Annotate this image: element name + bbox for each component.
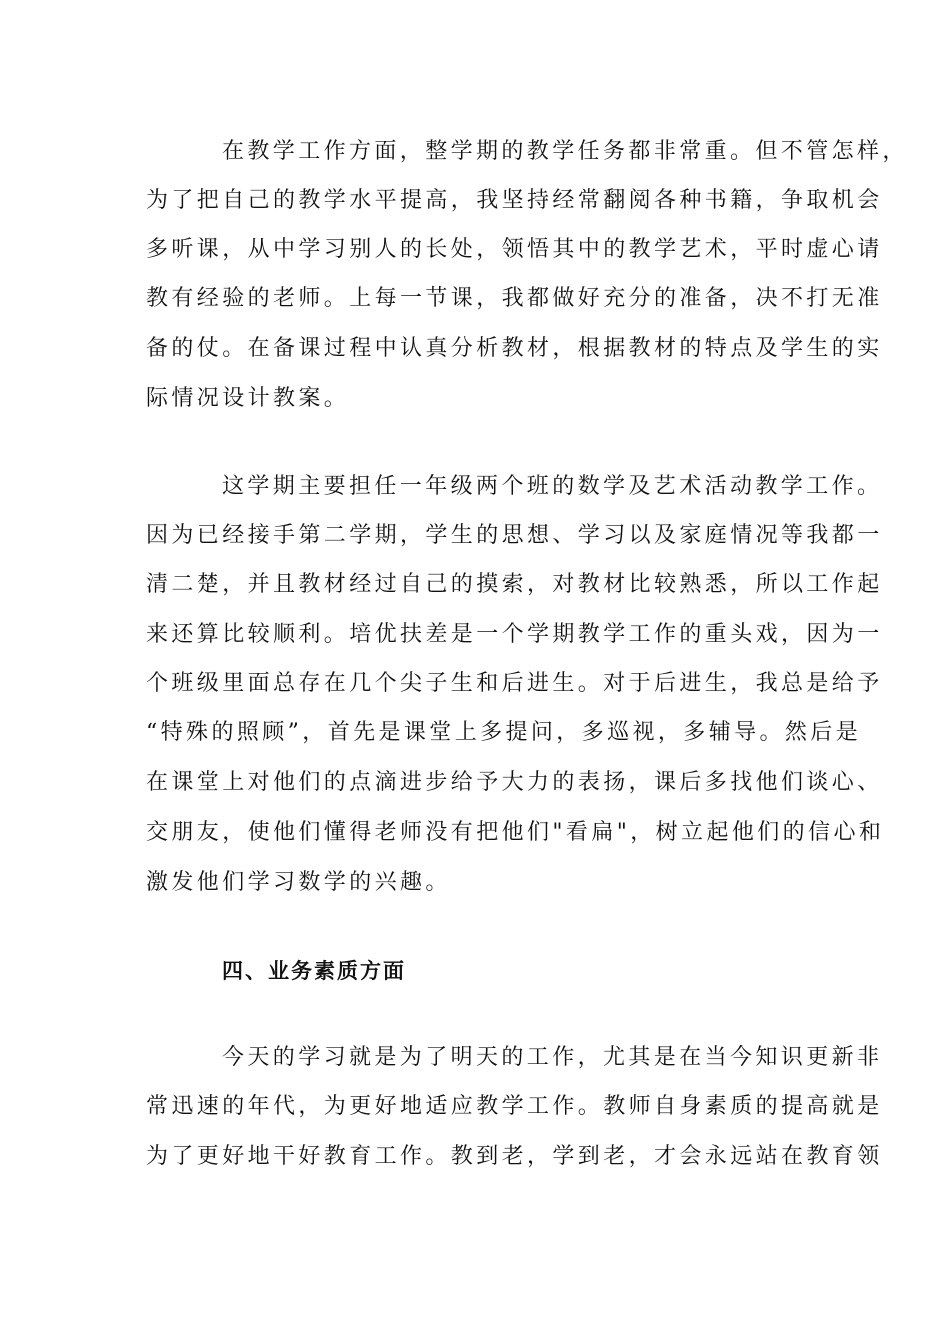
paragraph-1-line-6: 际情况设计教案。	[146, 386, 350, 411]
paragraph-2-line-7: 在课堂上对他们的点滴进步给予大力的表扬，课后多找他们谈心、	[146, 770, 883, 795]
paragraph-3-line-3: 为了更好地干好教育工作。教到老，学到老，才会永远站在教育领	[146, 1144, 883, 1169]
paragraph-2-line-5: 个班级里面总存在几个尖子生和后进生。对于后进生，我总是给予	[146, 671, 883, 696]
paragraph-1-line-5: 备的仗。在备课过程中认真分析教材，根据教材的特点及学生的实	[146, 336, 883, 361]
paragraph-2-line-6: “特殊的照顾”，首先是课堂上多提问，多巡视，多辅导。然后是	[146, 720, 862, 745]
paragraph-2-line-3: 清二楚，并且教材经过自己的摸索，对教材比较熟悉，所以工作起	[146, 572, 883, 597]
paragraph-2-line-4: 来还算比较顺利。培优扶差是一个学期教学工作的重头戏，因为一	[146, 622, 883, 647]
paragraph-2-line-9: 激发他们学习数学的兴趣。	[146, 870, 451, 895]
paragraph-1-line-4: 教有经验的老师。上每一节课，我都做好充分的准备，决不打无准	[146, 286, 883, 311]
paragraph-2-line-2: 因为已经接手第二学期，学生的思想、学习以及家庭情况等我都一	[146, 523, 883, 548]
paragraph-1-line-2: 为了把自己的教学水平提高，我坚持经常翻阅各种书籍，争取机会	[146, 188, 883, 213]
paragraph-1-line-3: 多听课，从中学习别人的长处，领悟其中的教学艺术，平时虚心请	[146, 237, 883, 262]
paragraph-2-line-8: 交朋友，使他们懂得老师没有把他们"看扁"，树立起他们的信心和	[146, 820, 885, 845]
section-heading: 四、业务素质方面	[222, 959, 406, 983]
paragraph-3-line-2: 常迅速的年代，为更好地适应教学工作。教师自身素质的提高就是	[146, 1094, 883, 1119]
paragraph-3-line-1: 今天的学习就是为了明天的工作，尤其是在当今知识更新非	[222, 1045, 883, 1070]
paragraph-2-line-1: 这学期主要担任一年级两个班的数学及艺术活动教学工作。	[222, 474, 883, 499]
paragraph-1-line-1: 在教学工作方面，整学期的教学任务都非常重。但不管怎样，	[222, 139, 908, 164]
